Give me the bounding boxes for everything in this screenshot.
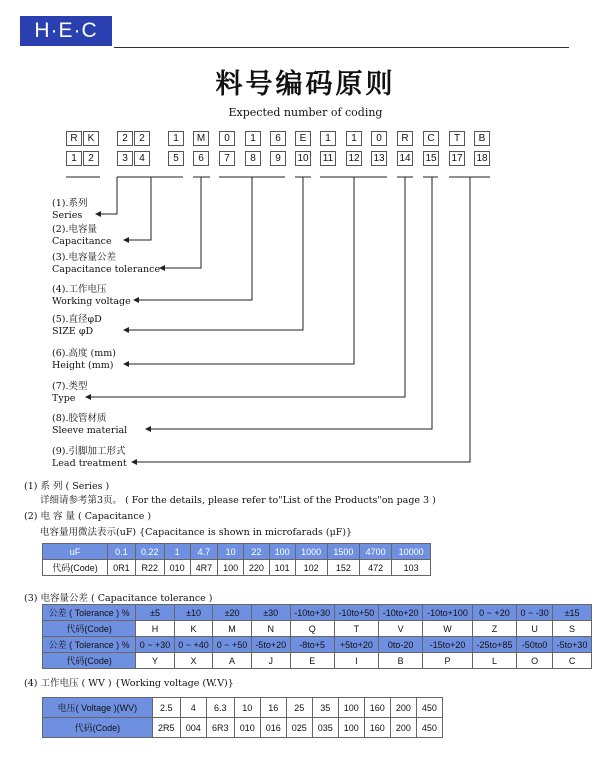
table-cell: 035 <box>312 718 338 738</box>
code-char-cell: K <box>83 131 99 146</box>
table-cell: 0.22 <box>135 544 164 560</box>
table-cell: B <box>379 653 423 669</box>
code-char-cell: 2 <box>134 131 150 146</box>
row-header-cell: 公差 ( Tolerance ) % <box>43 605 136 621</box>
table-cell: V <box>379 621 423 637</box>
table-cell: 0.1 <box>108 544 136 560</box>
capacitance-table <box>42 543 431 576</box>
table-cell: J <box>251 653 290 669</box>
code-char-cell: 0 <box>219 131 235 146</box>
table-cell: ±5 <box>136 605 175 621</box>
page-subtitle: Expected number of coding <box>228 106 383 119</box>
table-cell: L <box>472 653 516 669</box>
code-char-cell: 0 <box>371 131 387 146</box>
table-cell: ±10 <box>174 605 213 621</box>
table-cell: 450 <box>416 718 442 738</box>
table-cell: 200 <box>390 698 416 718</box>
table-cell: 1500 <box>327 544 359 560</box>
table-cell: 0 ~ +30 <box>136 637 175 653</box>
table-cell: 0to-20 <box>379 637 423 653</box>
code-position-cell: 12 <box>346 151 362 166</box>
code-position-cell: 14 <box>397 151 413 166</box>
code-position-cell: 7 <box>219 151 235 166</box>
table-cell: 152 <box>327 560 359 576</box>
table-cell: 1 <box>164 544 190 560</box>
table-cell: 10 <box>234 698 260 718</box>
code-position-cell: 8 <box>245 151 261 166</box>
row-header-cell: 代码(Code) <box>43 621 136 637</box>
table-cell: X <box>174 653 213 669</box>
table-cell: ±20 <box>213 605 252 621</box>
table-cell: Q <box>290 621 334 637</box>
code-char-cell: 1 <box>245 131 261 146</box>
table-cell: P <box>423 653 473 669</box>
table-cell: N <box>251 621 290 637</box>
table-cell: R22 <box>135 560 164 576</box>
table-cell: 200 <box>390 718 416 738</box>
label-working-voltage: (4).工作电压 Working voltage <box>52 284 131 307</box>
code-position-cell: 11 <box>320 151 336 166</box>
table-cell: Z <box>472 621 516 637</box>
table-cell: 103 <box>392 560 431 576</box>
code-char-cell: 2 <box>117 131 133 146</box>
table-cell: I <box>334 653 378 669</box>
table-cell: 2.5 <box>152 698 180 718</box>
table-cell: 004 <box>180 718 206 738</box>
table-cell: C <box>553 653 592 669</box>
table-row <box>43 544 431 560</box>
code-char-cell: 1 <box>320 131 336 146</box>
note-series-heading: (1) 系 列 ( Series ) <box>24 481 110 492</box>
row-header-cell: 代码(Code) <box>43 718 153 738</box>
table-cell: 10 <box>218 544 244 560</box>
label-series: (1).系列 Series <box>52 198 88 221</box>
code-position-cell: 9 <box>270 151 286 166</box>
table-cell: -50to0 <box>517 637 553 653</box>
table-cell: A <box>213 653 252 669</box>
table-cell: 160 <box>364 718 390 738</box>
table-cell: 220 <box>244 560 270 576</box>
code-char-cell: C <box>423 131 439 146</box>
table-cell: 100 <box>218 560 244 576</box>
table-cell: 0 ~ +20 <box>472 605 516 621</box>
table-cell: 16 <box>260 698 286 718</box>
table-cell: ±15 <box>553 605 592 621</box>
table-cell: O <box>517 653 553 669</box>
table-cell: -10to+20 <box>379 605 423 621</box>
table-cell: 4R7 <box>190 560 218 576</box>
note-capacitance-heading: (2) 电 容 量 ( Capacitance ) <box>24 511 152 522</box>
code-char-cell: 6 <box>270 131 286 146</box>
table-cell: 4.7 <box>190 544 218 560</box>
code-char-cell: R <box>397 131 413 146</box>
hec-logo: H·E·C <box>20 16 112 46</box>
note-capacitance-body: 电容量用微法表示(uF) {Capacitance is shown in microfarads (μF)} <box>40 527 353 538</box>
table-cell: 010 <box>234 718 260 738</box>
table-cell: 1000 <box>295 544 327 560</box>
table-cell: -25to+85 <box>472 637 516 653</box>
code-position-cell: 3 <box>117 151 133 166</box>
table-cell: ±30 <box>251 605 290 621</box>
table-cell: -5to+20 <box>251 637 290 653</box>
table-cell: 2R5 <box>152 718 180 738</box>
table-cell: +5to+20 <box>334 637 378 653</box>
row-header-cell: 电压( Voltage )(WV) <box>43 698 153 718</box>
table-cell: -10to+100 <box>423 605 473 621</box>
table-cell: 160 <box>364 698 390 718</box>
code-position-cell: 1 <box>66 151 82 166</box>
table-cell: 22 <box>244 544 270 560</box>
row-header-cell: 代码(Code) <box>43 653 136 669</box>
code-position-cell: 15 <box>423 151 439 166</box>
table-cell: 472 <box>360 560 392 576</box>
code-char-cell: R <box>66 131 82 146</box>
note-tolerance-heading: (3) 电容量公差 ( Capacitance tolerance ) <box>24 593 213 604</box>
table-cell: H <box>136 621 175 637</box>
table-cell: W <box>423 621 473 637</box>
note-series-body: 详细请参考第3页。 ( For the details, please refer to"List of the Products"on page 3 ) <box>40 495 436 506</box>
table-cell: 102 <box>295 560 327 576</box>
label-size: (5).直径φD SIZE φD <box>52 314 102 337</box>
table-cell: 0 ~ -30 <box>517 605 553 621</box>
table-cell: 4 <box>180 698 206 718</box>
table-row <box>43 560 431 576</box>
table-row <box>43 653 592 669</box>
row-header-cell: 代码(Code) <box>43 560 108 576</box>
label-capacitance: (2).电容量 Capacitance <box>52 224 112 247</box>
table-cell: 016 <box>260 718 286 738</box>
code-char-cell: B <box>474 131 490 146</box>
table-cell: U <box>517 621 553 637</box>
code-char-cell: T <box>449 131 465 146</box>
table-cell: Y <box>136 653 175 669</box>
table-cell: 6.3 <box>206 698 234 718</box>
label-lead-treatment: (9).引脚加工形式 Lead treatment <box>52 446 127 469</box>
label-type: (7).类型 Type <box>52 381 88 404</box>
code-position-cell: 17 <box>449 151 465 166</box>
table-cell: 100 <box>338 718 364 738</box>
code-char-cell: 1 <box>346 131 362 146</box>
code-char-cell: M <box>193 131 209 146</box>
table-cell: -8to+5 <box>290 637 334 653</box>
table-cell: -5to+30 <box>553 637 592 653</box>
table-row <box>43 637 592 653</box>
table-row <box>43 605 592 621</box>
table-cell: 100 <box>338 698 364 718</box>
label-sleeve-material: (8).胶管材质 Sleeve material <box>52 413 128 436</box>
table-cell: 0 ~ +40 <box>174 637 213 653</box>
code-position-cell: 6 <box>193 151 209 166</box>
label-capacitance-tolerance: (3).电容量公差 Capacitance tolerance <box>52 252 161 275</box>
label-height: (6).高度 (mm) Height (mm) <box>52 348 116 371</box>
code-position-cell: 13 <box>371 151 387 166</box>
table-cell: 25 <box>286 698 312 718</box>
table-cell: 101 <box>269 560 295 576</box>
table-cell: T <box>334 621 378 637</box>
table-cell: E <box>290 653 334 669</box>
table-cell: 025 <box>286 718 312 738</box>
table-row <box>43 718 443 738</box>
table-cell: 0 ~ +50 <box>213 637 252 653</box>
table-cell: 4700 <box>360 544 392 560</box>
code-char-cell: 1 <box>168 131 184 146</box>
table-cell: 100 <box>269 544 295 560</box>
voltage-table <box>42 697 443 738</box>
table-cell: -15to+20 <box>423 637 473 653</box>
table-cell: M <box>213 621 252 637</box>
note-voltage-heading: (4) 工作电压 ( WV ) {Working voltage (W.V)} <box>24 678 234 689</box>
table-cell: 10000 <box>392 544 431 560</box>
table-cell: K <box>174 621 213 637</box>
table-row <box>43 698 443 718</box>
code-position-cell: 10 <box>295 151 311 166</box>
table-cell: 35 <box>312 698 338 718</box>
table-cell: -10to+30 <box>290 605 334 621</box>
row-header-cell: uF <box>43 544 108 560</box>
code-position-cell: 18 <box>474 151 490 166</box>
table-cell: S <box>553 621 592 637</box>
table-cell: -10to+50 <box>334 605 378 621</box>
table-cell: 6R3 <box>206 718 234 738</box>
tolerance-table <box>42 604 592 669</box>
table-cell: 0R1 <box>108 560 136 576</box>
page-title: 料号编码原则 <box>215 69 396 100</box>
code-position-cell: 2 <box>83 151 99 166</box>
table-cell: 010 <box>164 560 190 576</box>
row-header-cell: 公差 ( Tolerance ) % <box>43 637 136 653</box>
code-char-cell: E <box>295 131 311 146</box>
code-position-cell: 4 <box>134 151 150 166</box>
code-position-cell: 5 <box>168 151 184 166</box>
table-cell: 450 <box>416 698 442 718</box>
table-row <box>43 621 592 637</box>
